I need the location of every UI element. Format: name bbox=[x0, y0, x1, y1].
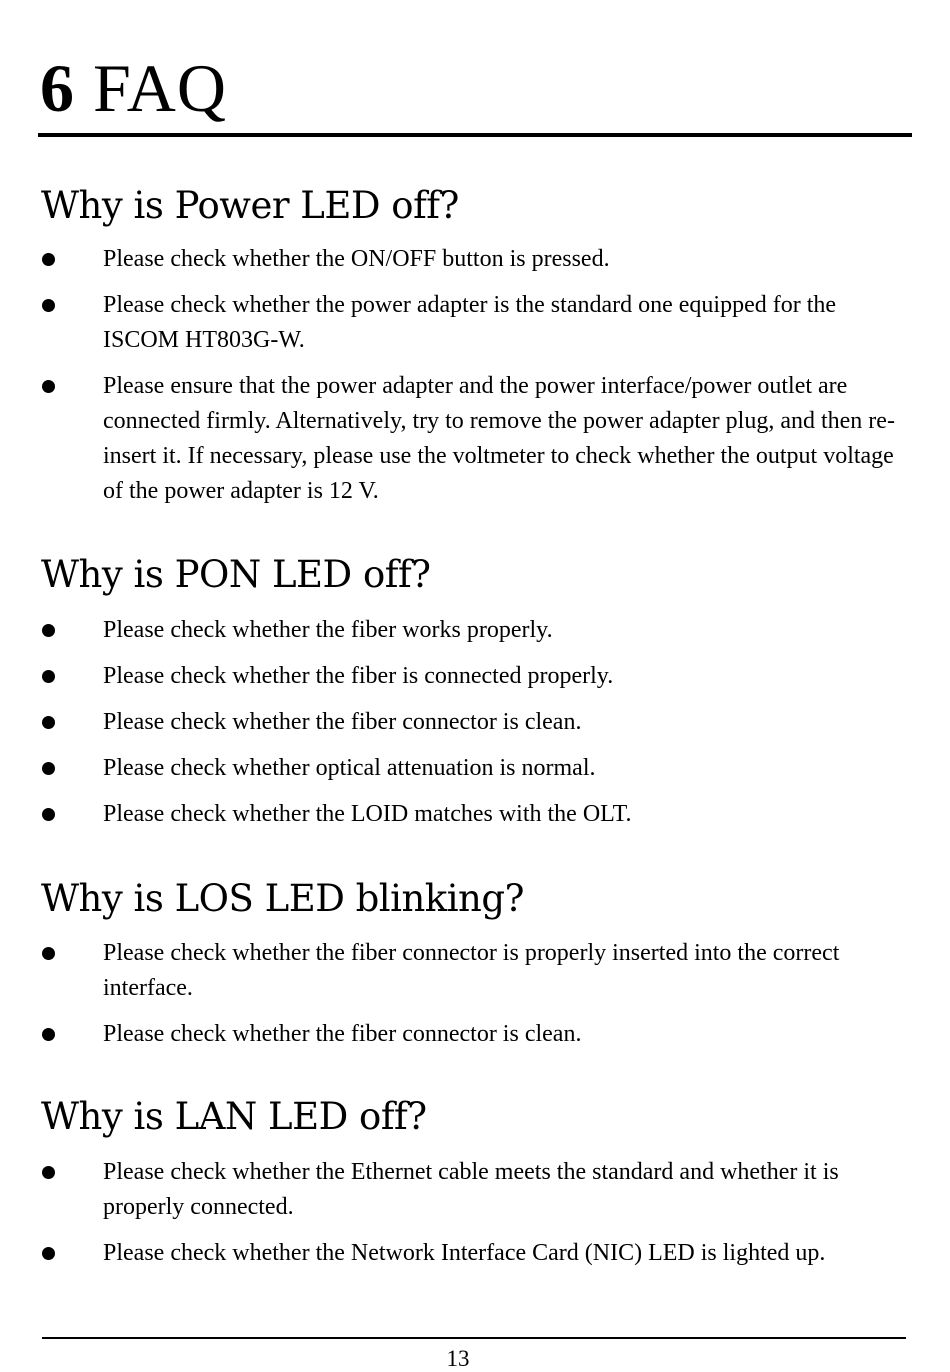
los-led-checklist bbox=[0, 936, 950, 1063]
pon-led-checklist bbox=[0, 613, 950, 843]
section-heading-power-led: Why is Power LED off? bbox=[41, 184, 459, 227]
list-item: Please check whether the fiber connector is clean. bbox=[0, 1017, 913, 1052]
bullet-icon bbox=[42, 299, 55, 312]
section-heading-los-led: Why is LOS LED blinking? bbox=[41, 877, 524, 920]
footer-divider bbox=[42, 1337, 906, 1339]
list-item: Please check whether the power adapter is the standard one equipped for the ISCOM HT803G-W. bbox=[0, 288, 913, 358]
bullet-icon bbox=[42, 1028, 55, 1041]
bullet-icon bbox=[42, 808, 55, 821]
list-item: Please check whether the fiber is connected properly. bbox=[0, 659, 913, 694]
bullet-icon bbox=[42, 716, 55, 729]
title-divider bbox=[38, 133, 912, 137]
list-item: Please check whether the Network Interface Card (NIC) LED is lighted up. bbox=[0, 1236, 913, 1271]
bullet-icon bbox=[42, 762, 55, 775]
chapter-title bbox=[40, 40, 227, 136]
list-item: Please check whether the fiber connector is clean. bbox=[0, 705, 913, 740]
bullet-icon bbox=[42, 670, 55, 683]
bullet-icon bbox=[42, 253, 55, 266]
bullet-icon bbox=[42, 1247, 55, 1260]
power-led-checklist bbox=[0, 242, 950, 520]
chapter-number: 6 bbox=[40, 50, 75, 126]
list-item: Please check whether the ON/OFF button is pressed. bbox=[0, 242, 913, 277]
bullet-icon bbox=[42, 1166, 55, 1179]
list-item: Please check whether the Ethernet cable meets the standard and whether it is properly connected. bbox=[0, 1155, 913, 1225]
lan-led-checklist bbox=[0, 1155, 950, 1282]
page-number: 13 bbox=[446, 1346, 470, 1371]
list-item: Please check whether the LOID matches with the OLT. bbox=[0, 797, 913, 832]
section-heading-pon-led: Why is PON LED off? bbox=[41, 553, 431, 596]
chapter-name: FAQ bbox=[93, 50, 227, 126]
bullet-icon bbox=[42, 624, 55, 637]
bullet-icon bbox=[42, 380, 55, 393]
list-item: Please ensure that the power adapter and the power interface/power outlet are connected firmly. Alternatively, try to remove the power adapter plug, and then re-insert it. If necessary, please use the voltmeter to check whether the output voltage of the power adapter is 12 V. bbox=[0, 369, 913, 509]
section-heading-lan-led: Why is LAN LED off? bbox=[41, 1095, 427, 1138]
list-item: Please check whether optical attenuation is normal. bbox=[0, 751, 913, 786]
list-item: Please check whether the fiber works properly. bbox=[0, 613, 913, 648]
bullet-icon bbox=[42, 947, 55, 960]
list-item: Please check whether the fiber connector is properly inserted into the correct interface. bbox=[0, 936, 913, 1006]
